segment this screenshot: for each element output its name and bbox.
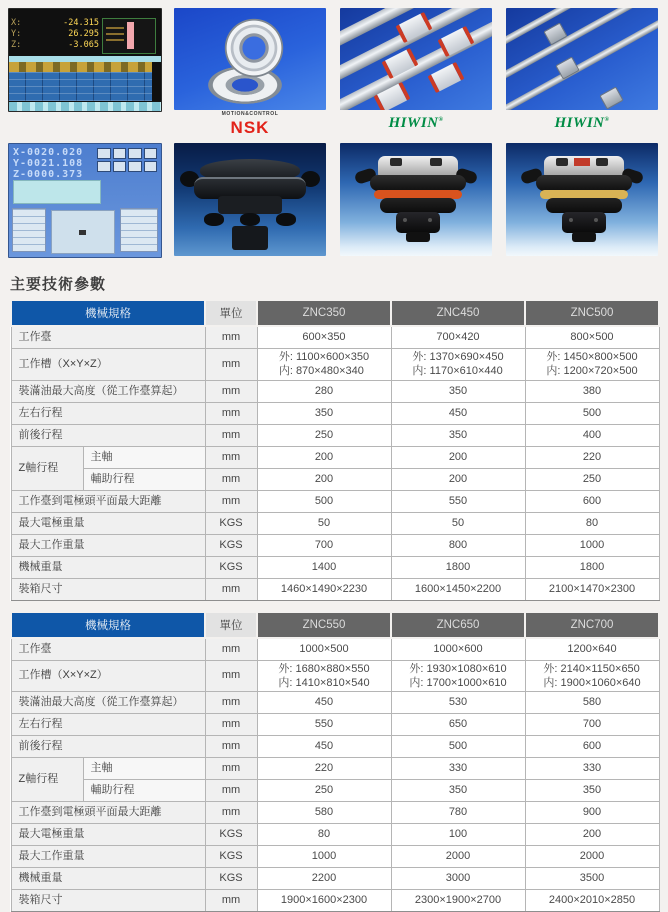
value-cell: 100	[391, 824, 525, 846]
unit-cell: KGS	[205, 556, 257, 578]
unit-cell: mm	[205, 638, 257, 661]
unit-cell: mm	[205, 736, 257, 758]
photo-cell-chuck-orange	[340, 143, 492, 258]
value-cell: 1000	[525, 534, 659, 556]
bearing-upright	[222, 16, 286, 80]
value-cell: 1000	[257, 846, 391, 868]
unit-cell: KGS	[205, 512, 257, 534]
value-cell: 800	[391, 534, 525, 556]
value-cell: 2200	[257, 868, 391, 890]
value-cell: 330	[525, 758, 659, 780]
spec-header: 機械規格	[11, 300, 205, 326]
unit-cell: KGS	[205, 824, 257, 846]
axis-label: X:	[11, 18, 22, 28]
unit-cell: mm	[205, 890, 257, 912]
unit-cell: mm	[205, 380, 257, 402]
spec-cell: 裝滿油最大高度（從工作臺算起）	[11, 380, 205, 402]
value-cell: 50	[257, 512, 391, 534]
unit-cell: mm	[205, 402, 257, 424]
axis-value: 26.295	[68, 29, 99, 39]
model-header-znc550: ZNC550	[257, 612, 391, 638]
value-cell: 250	[257, 424, 391, 446]
cnc-data-grid	[9, 62, 152, 101]
spec-cell: 前後行程	[11, 424, 205, 446]
axis-label: Z:	[11, 40, 22, 50]
table-header-row	[11, 300, 659, 326]
unit-cell: mm	[205, 780, 257, 802]
value-cell: 330	[391, 758, 525, 780]
value-cell: 2400×2010×2850	[525, 890, 659, 912]
value-cell: 450	[391, 402, 525, 424]
chuck-tan-ring-photo	[506, 143, 658, 256]
spec-table-znc350-500	[10, 299, 660, 601]
rotary-head-photo	[174, 143, 326, 256]
photo-cell-nsk	[174, 8, 326, 139]
model-header-znc450: ZNC450	[391, 300, 525, 326]
unit-cell: mm	[205, 578, 257, 600]
value-cell: 外: 1370×690×450 内: 1170×610×440	[391, 349, 525, 381]
table-row	[11, 349, 659, 381]
left-parameter-table	[12, 208, 46, 252]
ball-screw-nut	[599, 86, 623, 109]
unit-cell: mm	[205, 758, 257, 780]
table-row	[11, 824, 659, 846]
value-cell: 2300×1900×2700	[391, 890, 525, 912]
spec-cell: 左右行程	[11, 714, 205, 736]
photo-row-2	[0, 143, 668, 258]
cnc-screen-blue-photo	[8, 143, 162, 258]
spec-cell: 機械重量	[11, 868, 205, 890]
axis-value: -3.065	[68, 40, 99, 50]
table-row	[11, 402, 659, 424]
table-row	[11, 326, 659, 349]
value-cell: 800×500	[525, 326, 659, 349]
axis-label: Y:	[11, 29, 22, 39]
value-cell: 1800	[391, 556, 525, 578]
value-cell: 1800	[525, 556, 659, 578]
value-cell: 外: 1680×880×550 内: 1410×810×540	[257, 660, 391, 692]
table-row	[11, 868, 659, 890]
unit-cell: mm	[205, 349, 257, 381]
table-row	[11, 846, 659, 868]
spec-cell: 工作臺	[11, 638, 205, 661]
spec-cell: 裝滿油最大高度（從工作臺算起）	[11, 692, 205, 714]
photo-cell-chuck-tan	[506, 143, 658, 258]
table-row	[11, 578, 659, 600]
unit-cell: mm	[205, 714, 257, 736]
value-cell: 600	[525, 736, 659, 758]
table-row	[11, 490, 659, 512]
value-cell: 500	[391, 736, 525, 758]
model-header-znc700: ZNC700	[525, 612, 659, 638]
value-cell: 1400	[257, 556, 391, 578]
unit-cell: mm	[205, 660, 257, 692]
value-cell: 350	[391, 424, 525, 446]
cnc2-coordinate-readout: X-0020.020 Y-0021.108 Z-0000.373	[13, 147, 84, 180]
photo-cell-ball-screws	[506, 8, 658, 139]
value-cell: 550	[391, 490, 525, 512]
value-cell: 500	[525, 402, 659, 424]
cnc-coordinate-readout	[11, 18, 99, 51]
value-cell: 200	[391, 468, 525, 490]
table-row	[11, 714, 659, 736]
value-cell: 700	[525, 714, 659, 736]
value-cell: 350	[391, 380, 525, 402]
unit-cell: mm	[205, 692, 257, 714]
value-cell: 1900×1600×2300	[257, 890, 391, 912]
spec-cell: 工作臺	[11, 326, 205, 349]
value-cell: 200	[257, 468, 391, 490]
table-row	[11, 512, 659, 534]
value-cell: 1460×1490×2230	[257, 578, 391, 600]
value-cell: 1000×500	[257, 638, 391, 661]
spec-sub-cell: 主軸	[83, 758, 205, 780]
spec-group-cell: Z軸行程	[11, 758, 83, 802]
value-cell: 1000×600	[391, 638, 525, 661]
product-photos	[0, 0, 668, 258]
right-parameter-table	[120, 208, 158, 252]
value-cell: 2100×1470×2300	[525, 578, 659, 600]
value-cell: 530	[391, 692, 525, 714]
hiwin-ball-screws-photo	[506, 8, 658, 110]
table-row	[11, 556, 659, 578]
unit-cell: mm	[205, 446, 257, 468]
table-row	[11, 692, 659, 714]
table-row	[11, 446, 659, 468]
work-area-view	[51, 210, 115, 254]
unit-cell: mm	[205, 490, 257, 512]
guide-block	[427, 62, 464, 93]
hiwin-logo: HIWIN®	[554, 115, 610, 131]
value-cell: 50	[391, 512, 525, 534]
value-cell: 80	[525, 512, 659, 534]
value-cell: 1200×640	[525, 638, 659, 661]
value-cell: 350	[525, 780, 659, 802]
spec-cell: 裝箱尺寸	[11, 890, 205, 912]
nsk-bearings-photo	[174, 8, 326, 110]
section-title: 主要技術參數	[10, 276, 107, 293]
cnc-status-panel	[102, 18, 156, 54]
spec-cell: 最大電極重量	[11, 512, 205, 534]
unit-header: 單位	[205, 300, 257, 326]
value-cell: 220	[257, 758, 391, 780]
value-cell: 外: 1930×1080×610 内: 1700×1000×610	[391, 660, 525, 692]
value-cell: 700	[257, 534, 391, 556]
status-bar-graph	[127, 22, 134, 49]
table-row	[11, 802, 659, 824]
value-cell: 200	[257, 446, 391, 468]
value-cell: 400	[525, 424, 659, 446]
axis-value: -24.315	[63, 18, 99, 28]
model-header-znc500: ZNC500	[525, 300, 659, 326]
value-cell: 200	[391, 446, 525, 468]
unit-header: 單位	[205, 612, 257, 638]
value-cell: 350	[391, 780, 525, 802]
spec-cell: 工作槽（X×Y×Z）	[11, 660, 205, 692]
value-cell: 80	[257, 824, 391, 846]
value-cell: 2000	[391, 846, 525, 868]
table-row	[11, 660, 659, 692]
value-cell: 200	[525, 824, 659, 846]
spec-cell: 工作臺到電極頭平面最大距離	[11, 802, 205, 824]
table-row	[11, 890, 659, 912]
photo-cell-rotary-head	[174, 143, 326, 258]
value-cell: 450	[257, 736, 391, 758]
spec-cell: 工作臺到電極頭平面最大距離	[11, 490, 205, 512]
photo-cell-linear-guides	[340, 8, 492, 139]
table-row	[11, 758, 659, 780]
value-cell: 700×420	[391, 326, 525, 349]
value-cell: 580	[257, 802, 391, 824]
spec-cell: 機械重量	[11, 556, 205, 578]
message-panel	[13, 180, 101, 204]
value-cell: 650	[391, 714, 525, 736]
softkey-buttons	[97, 148, 157, 172]
spec-sub-cell: 輔助行程	[83, 468, 205, 490]
table-row	[11, 780, 659, 802]
spec-cell: 左右行程	[11, 402, 205, 424]
spec-cell: 最大工作重量	[11, 534, 205, 556]
hiwin-linear-guides-photo	[340, 8, 492, 110]
unit-cell: KGS	[205, 868, 257, 890]
value-cell: 580	[525, 692, 659, 714]
table-row	[11, 638, 659, 661]
table-header-row	[11, 612, 659, 638]
cnc-screen-amber-photo	[8, 8, 162, 112]
nsk-logo: NSK	[230, 117, 270, 137]
chuck-orange-ring-photo	[340, 143, 492, 256]
value-cell: 380	[525, 380, 659, 402]
spec-table-znc550-700	[10, 611, 660, 912]
unit-cell: mm	[205, 326, 257, 349]
value-cell: 780	[391, 802, 525, 824]
value-cell: 3000	[391, 868, 525, 890]
value-cell: 外: 1450×800×500 内: 1200×720×500	[525, 349, 659, 381]
value-cell: 220	[525, 446, 659, 468]
photo-cell-cnc-blue	[8, 143, 160, 258]
value-cell: 600×350	[257, 326, 391, 349]
unit-cell: mm	[205, 802, 257, 824]
value-cell: 1600×1450×2200	[391, 578, 525, 600]
model-header-znc350: ZNC350	[257, 300, 391, 326]
spec-sub-cell: 輔助行程	[83, 780, 205, 802]
spec-cell: 最大電極重量	[11, 824, 205, 846]
spec-cell: 裝箱尺寸	[11, 578, 205, 600]
value-cell: 外: 1100×600×350 内: 870×480×340	[257, 349, 391, 381]
spec-header: 機械規格	[11, 612, 205, 638]
table-row	[11, 468, 659, 490]
table-row	[11, 736, 659, 758]
spec-cell: 前後行程	[11, 736, 205, 758]
unit-cell: KGS	[205, 534, 257, 556]
spec-group-cell: Z軸行程	[11, 446, 83, 490]
spec-cell: 工作槽（X×Y×Z）	[11, 349, 205, 381]
photo-cell-cnc-amber	[8, 8, 160, 139]
nsk-tagline: MOTION&CONTROL	[221, 110, 279, 117]
table-row	[11, 380, 659, 402]
value-cell: 600	[525, 490, 659, 512]
value-cell: 280	[257, 380, 391, 402]
hiwin-logo: HIWIN®	[388, 115, 444, 131]
value-cell: 2000	[525, 846, 659, 868]
unit-cell: KGS	[205, 846, 257, 868]
spec-cell: 最大工作重量	[11, 846, 205, 868]
value-cell: 3500	[525, 868, 659, 890]
value-cell: 500	[257, 490, 391, 512]
table-row	[11, 534, 659, 556]
value-cell: 550	[257, 714, 391, 736]
value-cell: 350	[257, 402, 391, 424]
spec-sub-cell: 主軸	[83, 446, 205, 468]
unit-cell: mm	[205, 468, 257, 490]
photo-row-1	[0, 8, 668, 139]
model-header-znc650: ZNC650	[391, 612, 525, 638]
table-row	[11, 424, 659, 446]
value-cell: 900	[525, 802, 659, 824]
unit-cell: mm	[205, 424, 257, 446]
value-cell: 250	[525, 468, 659, 490]
value-cell: 外: 2140×1150×650 内: 1900×1060×640	[525, 660, 659, 692]
value-cell: 450	[257, 692, 391, 714]
value-cell: 250	[257, 780, 391, 802]
